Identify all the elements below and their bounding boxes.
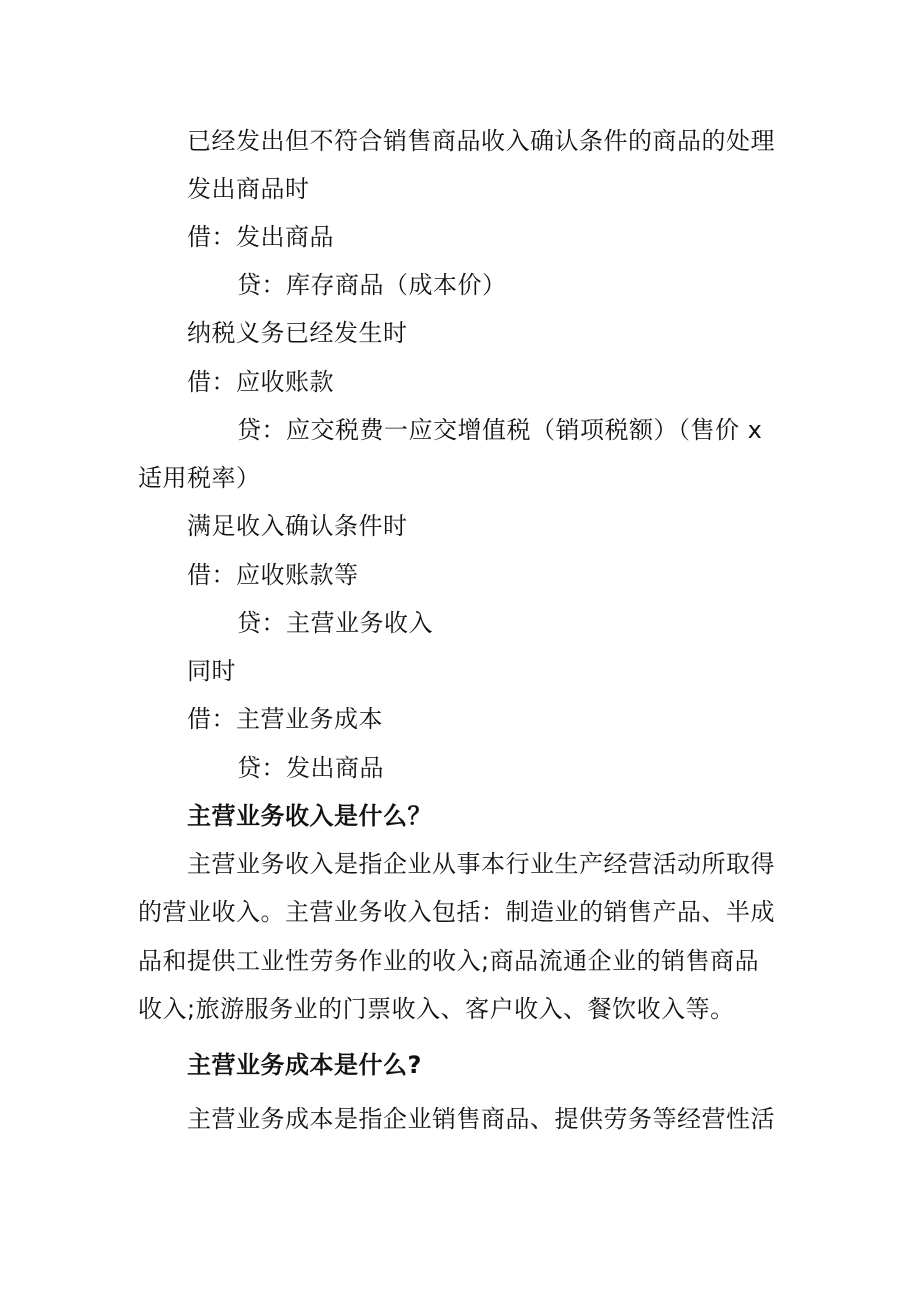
journal-credit-line: 贷：主营业务收入 (237, 609, 433, 637)
text-line: 适用税率） (138, 464, 261, 492)
journal-credit-line: 贷：应交税费一应交增值税（销项税额）（售价 x (237, 416, 763, 444)
paragraph-line: 主营业务成本是指企业销售商品、提供劳务等经营性活 (187, 1105, 775, 1133)
text-line: 已经发出但不符合销售商品收入确认条件的商品的处理 (187, 127, 775, 155)
journal-debit-line: 借：主营业务成本 (187, 705, 383, 733)
section-heading: 主营业务收入是什么？ (187, 802, 432, 830)
journal-debit-line: 借：发出商品 (187, 223, 334, 251)
journal-credit-line: 贷：库存商品（成本价） (237, 271, 507, 299)
paragraph-line: 收入;旅游服务业的门票收入、客户收入、餐饮收入等。 (138, 995, 735, 1023)
journal-debit-line: 借：应收账款 (187, 368, 334, 396)
paragraph-line: 的营业收入。主营业务收入包括：制造业的销售产品、半成 (138, 898, 775, 926)
journal-debit-line: 借：应收账款等 (187, 561, 359, 589)
paragraph-line: 品和提供工业性劳务作业的收入;商品流通企业的销售商品 (138, 947, 760, 975)
section-heading: 主营业务成本是什么? (187, 1051, 422, 1079)
text-line: 发出商品时 (187, 175, 310, 203)
text-line: 同时 (187, 657, 236, 685)
text-line: 满足收入确认条件时 (187, 512, 408, 540)
journal-credit-line: 贷：发出商品 (237, 754, 384, 782)
text-line: 纳税义务已经发生时 (187, 319, 408, 347)
paragraph-line: 主营业务收入是指企业从事本行业生产经营活动所取得 (187, 850, 775, 878)
